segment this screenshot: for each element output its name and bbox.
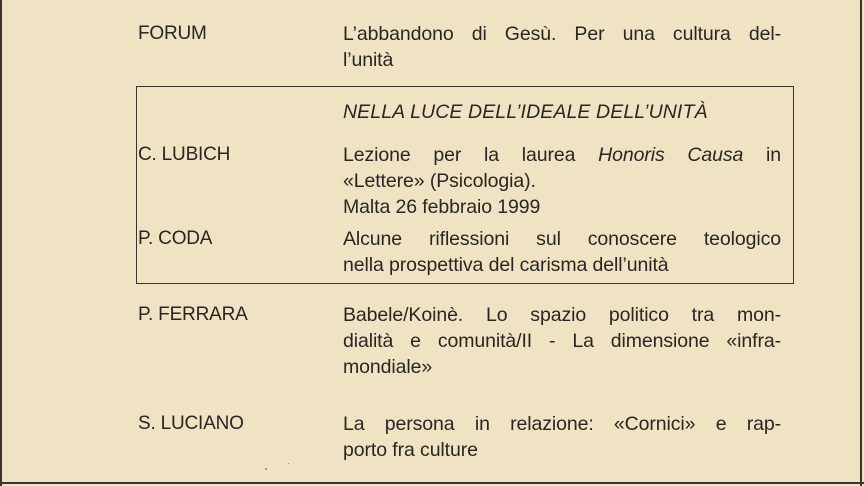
title-line: nella prospettiva del carisma dell’unità: [343, 254, 669, 276]
page-frame-bottom: [0, 482, 864, 484]
title-line: Lezione per la laurea Honoris Causa in: [343, 144, 781, 166]
title-line: dialità e comunità/II - La dimensione «infra-: [343, 330, 781, 352]
entry-title-forum: [343, 21, 781, 73]
section-heading: NELLA LUCE DELL’IDEALE DELL’UNITÀ: [343, 101, 708, 123]
title-line: porto fra culture: [343, 439, 478, 461]
title-line: «Lettere» (Psicologia).: [343, 170, 536, 192]
entry-author-forum: FORUM: [138, 23, 207, 44]
entry-author-ferrara: P. FERRARA: [138, 304, 248, 325]
title-line: La persona in relazione: «Cornici» e rap-: [343, 413, 781, 435]
title-line: L’abbandono di Gesù. Per una cultura del-: [343, 23, 781, 45]
entry-title-luciano: [343, 411, 781, 463]
title-line: Babele/Koinè. Lo spazio politico tra mon-: [343, 304, 781, 326]
entry-author-luciano: S. LUCIANO: [138, 413, 244, 434]
title-line: Malta 26 febbraio 1999: [343, 196, 541, 218]
entry-title-coda: [343, 226, 781, 278]
entry-title-lubich: [343, 142, 781, 220]
entry-author-coda: P. CODA: [138, 228, 213, 249]
title-line: Alcune riflessioni sul conoscere teologico: [343, 228, 781, 250]
paper-speck: [265, 468, 267, 470]
title-line: mondiale»: [343, 356, 433, 378]
title-line: l’unità: [343, 49, 394, 71]
page-frame-left: [0, 0, 2, 486]
entry-title-ferrara: [343, 302, 781, 380]
page-frame-right: [860, 0, 862, 486]
entry-author-lubich: C. LUBICH: [138, 144, 231, 165]
paper-speck: [288, 463, 289, 464]
